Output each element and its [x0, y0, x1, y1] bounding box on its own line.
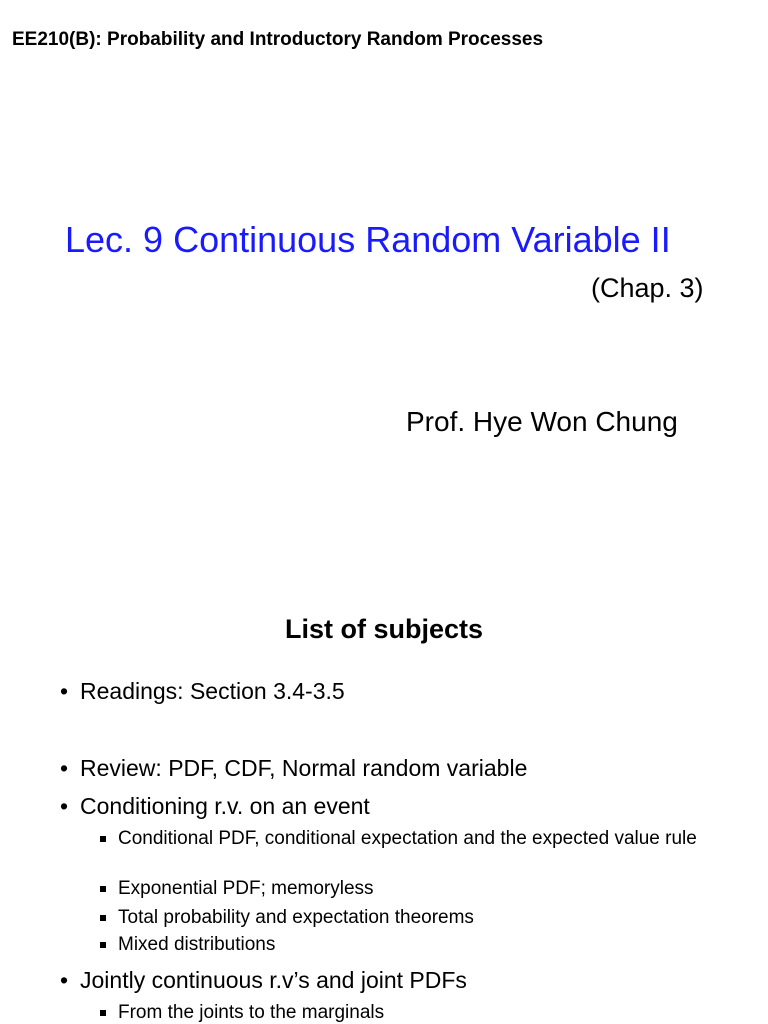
square-bullet-icon [100, 942, 106, 948]
square-bullet-icon [100, 1010, 106, 1016]
bullet-item-conditioning [60, 793, 370, 820]
sub-item-mixed-distributions [100, 934, 700, 956]
bullet-item-jointly-continuous [60, 967, 467, 994]
bullet-item-readings [60, 678, 345, 705]
bullet-text: Conditioning r.v. on an event [80, 793, 370, 819]
sub-item-text: Conditional PDF, conditional expectation and the expected value rule [118, 828, 697, 849]
chapter-label: (Chap. 3) [591, 273, 704, 303]
sub-item-exponential-pdf [100, 878, 700, 900]
sub-item-total-probability [100, 907, 700, 929]
sub-item-text: Total probability and expectation theorems [118, 907, 474, 928]
bullet-icon: • [60, 755, 69, 781]
course-header: EE210(B): Probability and Introductory Random Processes [12, 29, 544, 50]
square-bullet-icon [100, 886, 106, 892]
sub-item-joints-to-marginals [100, 1002, 700, 1024]
bullet-item-review [60, 755, 527, 782]
square-bullet-icon [100, 915, 106, 921]
sub-item-conditional-pdf [100, 828, 700, 850]
bullet-text: Readings: Section 3.4-3.5 [80, 678, 345, 704]
lecture-title: Lec. 9 Continuous Random Variable II [65, 219, 671, 260]
author-name: Prof. Hye Won Chung [406, 406, 678, 437]
sub-item-text: From the joints to the marginals [118, 1002, 385, 1023]
bullet-icon: • [60, 678, 69, 704]
bullet-text: Jointly continuous r.v’s and joint PDFs [80, 967, 467, 993]
bullet-text: Review: PDF, CDF, Normal random variable [80, 755, 528, 781]
sub-item-text: Mixed distributions [118, 934, 276, 955]
bullet-icon: • [60, 967, 69, 993]
subjects-heading: List of subjects [284, 614, 484, 644]
square-bullet-icon [100, 836, 106, 842]
sub-item-text: Exponential PDF; memoryless [118, 878, 374, 899]
bullet-icon: • [60, 793, 69, 819]
